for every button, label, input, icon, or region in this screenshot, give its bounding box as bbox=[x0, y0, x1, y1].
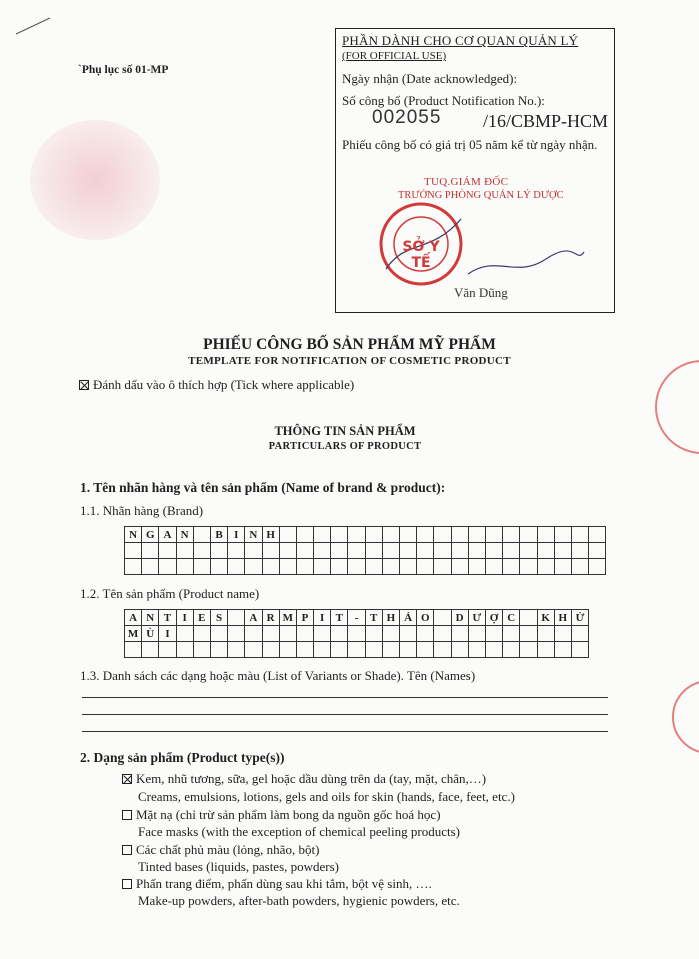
brand-grid-cell[interactable] bbox=[159, 543, 176, 559]
product-name-grid-cell[interactable]: H bbox=[554, 610, 571, 626]
product-name-grid-cell[interactable] bbox=[314, 642, 331, 658]
q2-heading: 2. Dạng sản phẩm (Product type(s)) bbox=[80, 750, 285, 765]
seal-text: SỞ Y TẾ bbox=[402, 239, 440, 271]
brand-grid-cell[interactable] bbox=[193, 527, 210, 543]
brand-grid-cell[interactable] bbox=[382, 543, 399, 559]
brand-grid-cell[interactable] bbox=[417, 559, 434, 575]
brand-grid-cell[interactable]: N bbox=[125, 527, 142, 543]
product-name-grid-cell[interactable] bbox=[451, 642, 468, 658]
variants-line-1[interactable] bbox=[82, 697, 608, 698]
brand-grid-cell[interactable] bbox=[400, 527, 417, 543]
product-name-grid-cell[interactable] bbox=[485, 642, 502, 658]
notification-number-label: Số công bố (Product Notification No.): bbox=[342, 93, 545, 108]
brand-grid-cell[interactable] bbox=[537, 543, 554, 559]
product-name-grid-cell[interactable] bbox=[417, 642, 434, 658]
product-name-grid-cell[interactable]: - bbox=[348, 610, 365, 626]
product-name-grid-cell[interactable] bbox=[210, 626, 227, 642]
product-name-grid-cell[interactable] bbox=[365, 626, 382, 642]
section-subtitle: PARTICULARS OF PRODUCT bbox=[268, 441, 422, 452]
example-checkbox bbox=[79, 380, 89, 390]
product-name-grid-cell[interactable] bbox=[314, 626, 331, 642]
product-name-grid-cell[interactable] bbox=[468, 642, 485, 658]
brand-grid-cell[interactable] bbox=[382, 559, 399, 575]
product-type-option-2-vi: Mặt nạ (chỉ trừ sản phẩm làm bong da nguồn gốc hoá học) bbox=[136, 807, 441, 822]
section-title: THÔNG TIN SẢN PHẨM bbox=[274, 424, 416, 438]
product-name-grid-cell[interactable] bbox=[417, 626, 434, 642]
product-name-grid-cell[interactable] bbox=[348, 626, 365, 642]
variants-line-2[interactable] bbox=[82, 714, 608, 715]
product-name-grid-cell[interactable] bbox=[228, 642, 245, 658]
product-name-grid-cell[interactable] bbox=[142, 642, 159, 658]
product-name-grid-cell[interactable]: H bbox=[382, 610, 399, 626]
product-name-grid-cell[interactable] bbox=[228, 626, 245, 642]
product-name-grid-cell[interactable]: N bbox=[142, 610, 159, 626]
variants-line-3[interactable] bbox=[82, 731, 608, 732]
brand-grid-cell[interactable] bbox=[210, 543, 227, 559]
official-subtitle: (FOR OFFICIAL USE) bbox=[342, 50, 447, 62]
document-title: PHIẾU CÔNG BỐ SẢN PHẨM MỸ PHẨM bbox=[203, 336, 496, 353]
variants-label: 1.3. Danh sách các dạng hoặc màu (List of Variants or Shade). Tên (Names) bbox=[80, 668, 476, 683]
product-name-grid-cell[interactable]: Ư bbox=[468, 610, 485, 626]
product-name-grid-cell[interactable] bbox=[279, 626, 296, 642]
brand-grid-cell[interactable] bbox=[348, 527, 365, 543]
signature-stroke bbox=[466, 244, 586, 284]
brand-grid-cell[interactable] bbox=[245, 543, 262, 559]
brand-grid-cell[interactable]: A bbox=[159, 527, 176, 543]
product-name-grid-cell[interactable] bbox=[245, 626, 262, 642]
tick-instruction bbox=[79, 377, 354, 393]
brand-grid-cell[interactable]: G bbox=[142, 527, 159, 543]
brand-grid-cell[interactable] bbox=[296, 559, 313, 575]
brand-grid-cell[interactable]: I bbox=[228, 527, 245, 543]
brand-grid-cell[interactable] bbox=[314, 543, 331, 559]
product-name-grid-cell[interactable]: M bbox=[125, 626, 142, 642]
product-name-grid-cell[interactable] bbox=[176, 626, 193, 642]
product-name-grid-cell[interactable]: M bbox=[279, 610, 296, 626]
product-type-option-2-en: Face masks (with the exception of chemical peeling products) bbox=[138, 824, 461, 839]
product-name-label: 1.2. Tên sản phẩm (Product name) bbox=[80, 586, 260, 601]
product-name-grid-cell[interactable]: O bbox=[417, 610, 434, 626]
product-name-grid-cell[interactable] bbox=[537, 626, 554, 642]
product-name-grid-cell[interactable] bbox=[331, 626, 348, 642]
product-type-option-4-en: Make-up powders, after-bath powders, hygienic powders, etc. bbox=[138, 893, 460, 908]
product-name-grid-cell[interactable] bbox=[520, 642, 537, 658]
brand-grid-cell[interactable] bbox=[365, 559, 382, 575]
product-type-checkbox-1[interactable] bbox=[122, 774, 132, 784]
product-name-grid-cell[interactable] bbox=[382, 642, 399, 658]
brand-grid-cell[interactable] bbox=[434, 527, 451, 543]
product-type-option-4[interactable] bbox=[122, 876, 432, 892]
brand-grid-cell[interactable] bbox=[400, 559, 417, 575]
brand-grid-cell[interactable] bbox=[365, 543, 382, 559]
product-name-grid-cell[interactable] bbox=[125, 642, 142, 658]
brand-grid-row bbox=[125, 527, 606, 543]
brand-grid-cell[interactable] bbox=[279, 543, 296, 559]
brand-grid-cell[interactable] bbox=[314, 527, 331, 543]
pen-mark bbox=[14, 14, 54, 38]
product-name-grid-cell[interactable]: D bbox=[451, 610, 468, 626]
tick-instruction-text: Đánh dấu vào ô thích hợp (Tick where applicable) bbox=[93, 377, 355, 392]
brand-grid-cell[interactable] bbox=[400, 543, 417, 559]
product-name-grid-cell[interactable]: Ợ bbox=[485, 610, 502, 626]
brand-grid-cell[interactable] bbox=[228, 559, 245, 575]
product-name-grid-cell[interactable]: T bbox=[331, 610, 348, 626]
brand-grid-cell[interactable] bbox=[417, 527, 434, 543]
brand-grid-cell[interactable] bbox=[468, 527, 485, 543]
notification-number: 002055 bbox=[372, 107, 442, 128]
product-name-grid-cell[interactable] bbox=[554, 642, 571, 658]
product-name-grid-cell[interactable] bbox=[245, 642, 262, 658]
product-name-grid-cell[interactable] bbox=[485, 626, 502, 642]
product-name-grid-cell[interactable] bbox=[296, 626, 313, 642]
stamp-bleed-left bbox=[30, 120, 160, 240]
product-type-option-3-en: Tinted bases (liquids, pastes, powders) bbox=[138, 859, 340, 874]
product-name-grid-cell[interactable] bbox=[451, 626, 468, 642]
brand-grid-cell[interactable] bbox=[331, 543, 348, 559]
date-acknowledged-label: Ngày nhận (Date acknowledged): bbox=[342, 71, 518, 86]
product-name-grid-cell[interactable]: Ử bbox=[571, 610, 588, 626]
product-name-grid-cell[interactable] bbox=[434, 626, 451, 642]
product-name-grid-cell[interactable]: Ả bbox=[400, 610, 417, 626]
brand-grid-cell[interactable] bbox=[434, 559, 451, 575]
product-name-grid-cell[interactable] bbox=[210, 642, 227, 658]
product-name-grid-cell[interactable] bbox=[434, 642, 451, 658]
brand-grid-cell[interactable] bbox=[296, 527, 313, 543]
brand-grid-cell[interactable] bbox=[451, 543, 468, 559]
product-name-grid-cell[interactable] bbox=[571, 642, 588, 658]
notification-number-suffix: /16/CBMP-HCM bbox=[483, 111, 609, 131]
edge-stamp-right-bottom bbox=[672, 680, 699, 754]
brand-grid-cell[interactable] bbox=[142, 559, 159, 575]
product-name-grid-cell[interactable] bbox=[296, 642, 313, 658]
product-name-grid-cell[interactable] bbox=[468, 626, 485, 642]
brand-grid-cell[interactable] bbox=[554, 527, 571, 543]
product-name-grid-cell[interactable] bbox=[262, 626, 279, 642]
brand-grid-row bbox=[125, 559, 606, 575]
brand-grid-cell[interactable] bbox=[503, 527, 520, 543]
brand-grid-cell[interactable] bbox=[554, 559, 571, 575]
brand-grid-cell[interactable] bbox=[537, 559, 554, 575]
brand-grid-cell[interactable] bbox=[193, 543, 210, 559]
signer-department: TRƯỞNG PHÒNG QUẢN LÝ DƯỢC bbox=[398, 190, 564, 201]
brand-grid bbox=[124, 526, 606, 575]
product-name-grid-cell[interactable]: I bbox=[314, 610, 331, 626]
product-name-grid-cell[interactable] bbox=[400, 642, 417, 658]
product-name-grid bbox=[124, 609, 589, 658]
product-type-option-1-vi: Kem, nhũ tương, sữa, gel hoặc dầu dùng trên da (tay, mặt, chân,…) bbox=[136, 771, 487, 786]
product-type-option-1[interactable] bbox=[122, 771, 486, 787]
product-name-grid-cell[interactable]: A bbox=[245, 610, 262, 626]
product-name-grid-cell[interactable] bbox=[348, 642, 365, 658]
brand-grid-cell[interactable] bbox=[176, 543, 193, 559]
product-name-grid-cell[interactable] bbox=[382, 626, 399, 642]
product-name-grid-cell[interactable]: T bbox=[159, 610, 176, 626]
product-name-grid-cell[interactable] bbox=[331, 642, 348, 658]
product-name-grid-cell[interactable] bbox=[159, 642, 176, 658]
brand-grid-cell[interactable] bbox=[365, 527, 382, 543]
brand-grid-cell[interactable] bbox=[382, 527, 399, 543]
brand-grid-cell[interactable] bbox=[279, 527, 296, 543]
product-name-grid-cell[interactable] bbox=[279, 642, 296, 658]
brand-grid-cell[interactable] bbox=[296, 543, 313, 559]
brand-grid-cell[interactable] bbox=[125, 543, 142, 559]
q1-heading: 1. Tên nhãn hàng và tên sản phẩm (Name of brand & product): bbox=[80, 480, 446, 495]
brand-grid-cell[interactable] bbox=[176, 559, 193, 575]
brand-grid-cell[interactable] bbox=[589, 543, 606, 559]
brand-grid-cell[interactable] bbox=[262, 543, 279, 559]
brand-grid-cell[interactable] bbox=[245, 559, 262, 575]
product-type-checkbox-2[interactable] bbox=[122, 810, 132, 820]
brand-grid-cell[interactable] bbox=[451, 527, 468, 543]
brand-grid-cell[interactable] bbox=[537, 527, 554, 543]
brand-grid-cell[interactable] bbox=[520, 527, 537, 543]
brand-label: 1.1. Nhãn hàng (Brand) bbox=[80, 503, 204, 518]
document-title-english: TEMPLATE FOR NOTIFICATION OF COSMETIC PRODUCT bbox=[188, 355, 511, 367]
product-name-grid-row bbox=[125, 642, 589, 658]
brand-grid-cell[interactable] bbox=[331, 559, 348, 575]
brand-grid-cell[interactable] bbox=[262, 559, 279, 575]
brand-grid-row bbox=[125, 543, 606, 559]
brand-grid-cell[interactable] bbox=[485, 559, 502, 575]
product-name-grid-row bbox=[125, 626, 589, 642]
product-type-option-3-vi: Các chất phủ màu (lỏng, nhão, bột) bbox=[136, 842, 320, 857]
official-title: PHẦN DÀNH CHO CƠ QUAN QUẢN LÝ bbox=[342, 33, 579, 48]
product-name-grid-cell[interactable] bbox=[228, 610, 245, 626]
brand-grid-cell[interactable] bbox=[434, 543, 451, 559]
brand-grid-cell[interactable] bbox=[142, 543, 159, 559]
product-name-grid-cell[interactable]: S bbox=[210, 610, 227, 626]
brand-grid-cell[interactable] bbox=[571, 543, 588, 559]
brand-grid-cell[interactable] bbox=[520, 543, 537, 559]
product-type-option-1-en: Creams, emulsions, lotions, gels and oils for skin (hands, face, feet, etc.) bbox=[138, 789, 515, 804]
brand-grid-cell[interactable] bbox=[125, 559, 142, 575]
brand-grid-cell[interactable]: N bbox=[245, 527, 262, 543]
brand-grid-cell[interactable] bbox=[451, 559, 468, 575]
brand-grid-cell[interactable]: B bbox=[210, 527, 227, 543]
product-name-grid-cell[interactable] bbox=[193, 642, 210, 658]
brand-grid-cell[interactable] bbox=[485, 543, 502, 559]
brand-grid-cell[interactable] bbox=[554, 543, 571, 559]
product-name-grid-cell[interactable] bbox=[503, 642, 520, 658]
product-name-grid-cell[interactable]: C bbox=[503, 610, 520, 626]
brand-grid-cell[interactable] bbox=[417, 543, 434, 559]
product-name-grid-cell[interactable]: R bbox=[262, 610, 279, 626]
product-name-grid-cell[interactable]: K bbox=[537, 610, 554, 626]
brand-grid-cell[interactable] bbox=[571, 559, 588, 575]
product-name-grid-cell[interactable] bbox=[571, 626, 588, 642]
product-type-checkbox-4[interactable] bbox=[122, 879, 132, 889]
edge-stamp-right-top bbox=[655, 360, 699, 454]
product-name-grid-cell[interactable] bbox=[262, 642, 279, 658]
product-name-grid-cell[interactable] bbox=[520, 610, 537, 626]
brand-grid-cell[interactable] bbox=[228, 543, 245, 559]
brand-grid-cell[interactable] bbox=[331, 527, 348, 543]
brand-grid-cell[interactable] bbox=[314, 559, 331, 575]
product-name-grid-cell[interactable] bbox=[400, 626, 417, 642]
product-name-grid-cell[interactable]: T bbox=[365, 610, 382, 626]
validity-note: Phiếu công bố có giá trị 05 năm kể từ ngày nhận. bbox=[342, 137, 598, 152]
brand-grid-cell[interactable] bbox=[159, 559, 176, 575]
product-name-grid-cell[interactable] bbox=[537, 642, 554, 658]
product-name-grid-cell[interactable]: I bbox=[176, 610, 193, 626]
brand-grid-cell[interactable] bbox=[485, 527, 502, 543]
brand-grid-cell[interactable] bbox=[348, 559, 365, 575]
product-name-grid-cell[interactable] bbox=[365, 642, 382, 658]
product-name-grid-cell[interactable]: I bbox=[159, 626, 176, 642]
brand-grid-cell[interactable] bbox=[468, 543, 485, 559]
product-type-option-2[interactable] bbox=[122, 807, 441, 823]
brand-grid-cell[interactable] bbox=[589, 559, 606, 575]
product-name-grid-cell[interactable] bbox=[434, 610, 451, 626]
brand-grid-cell[interactable]: H bbox=[262, 527, 279, 543]
product-name-grid-cell[interactable] bbox=[176, 642, 193, 658]
product-type-option-3[interactable] bbox=[122, 842, 319, 858]
appendix-label: `Phụ lục số 01-MP bbox=[78, 64, 169, 76]
product-type-option-4-vi: Phấn trang điểm, phấn dùng sau khi tắm, bột vệ sinh, …. bbox=[136, 876, 432, 891]
product-name-grid-cell[interactable]: A bbox=[125, 610, 142, 626]
brand-grid-cell[interactable]: N bbox=[176, 527, 193, 543]
brand-grid-cell[interactable] bbox=[571, 527, 588, 543]
brand-grid-cell[interactable] bbox=[503, 543, 520, 559]
product-type-checkbox-3[interactable] bbox=[122, 845, 132, 855]
brand-grid-cell[interactable] bbox=[520, 559, 537, 575]
signer-title: TUQ.GIÁM ĐỐC bbox=[424, 176, 509, 188]
product-name-grid-cell[interactable]: E bbox=[193, 610, 210, 626]
brand-grid-cell[interactable] bbox=[348, 543, 365, 559]
brand-grid-cell[interactable] bbox=[589, 527, 606, 543]
product-name-grid-cell[interactable]: P bbox=[296, 610, 313, 626]
product-name-grid-cell[interactable]: Ù bbox=[142, 626, 159, 642]
official-use-box bbox=[335, 28, 615, 313]
brand-grid-cell[interactable] bbox=[193, 559, 210, 575]
product-name-grid-cell[interactable] bbox=[554, 626, 571, 642]
product-name-grid-cell[interactable] bbox=[503, 626, 520, 642]
brand-grid-cell[interactable] bbox=[210, 559, 227, 575]
brand-grid-cell[interactable] bbox=[503, 559, 520, 575]
signer-name: Văn Dũng bbox=[454, 285, 508, 300]
brand-grid-cell[interactable] bbox=[468, 559, 485, 575]
product-name-grid-row bbox=[125, 610, 589, 626]
product-name-grid-cell[interactable] bbox=[520, 626, 537, 642]
brand-grid-cell[interactable] bbox=[279, 559, 296, 575]
product-name-grid-cell[interactable] bbox=[193, 626, 210, 642]
